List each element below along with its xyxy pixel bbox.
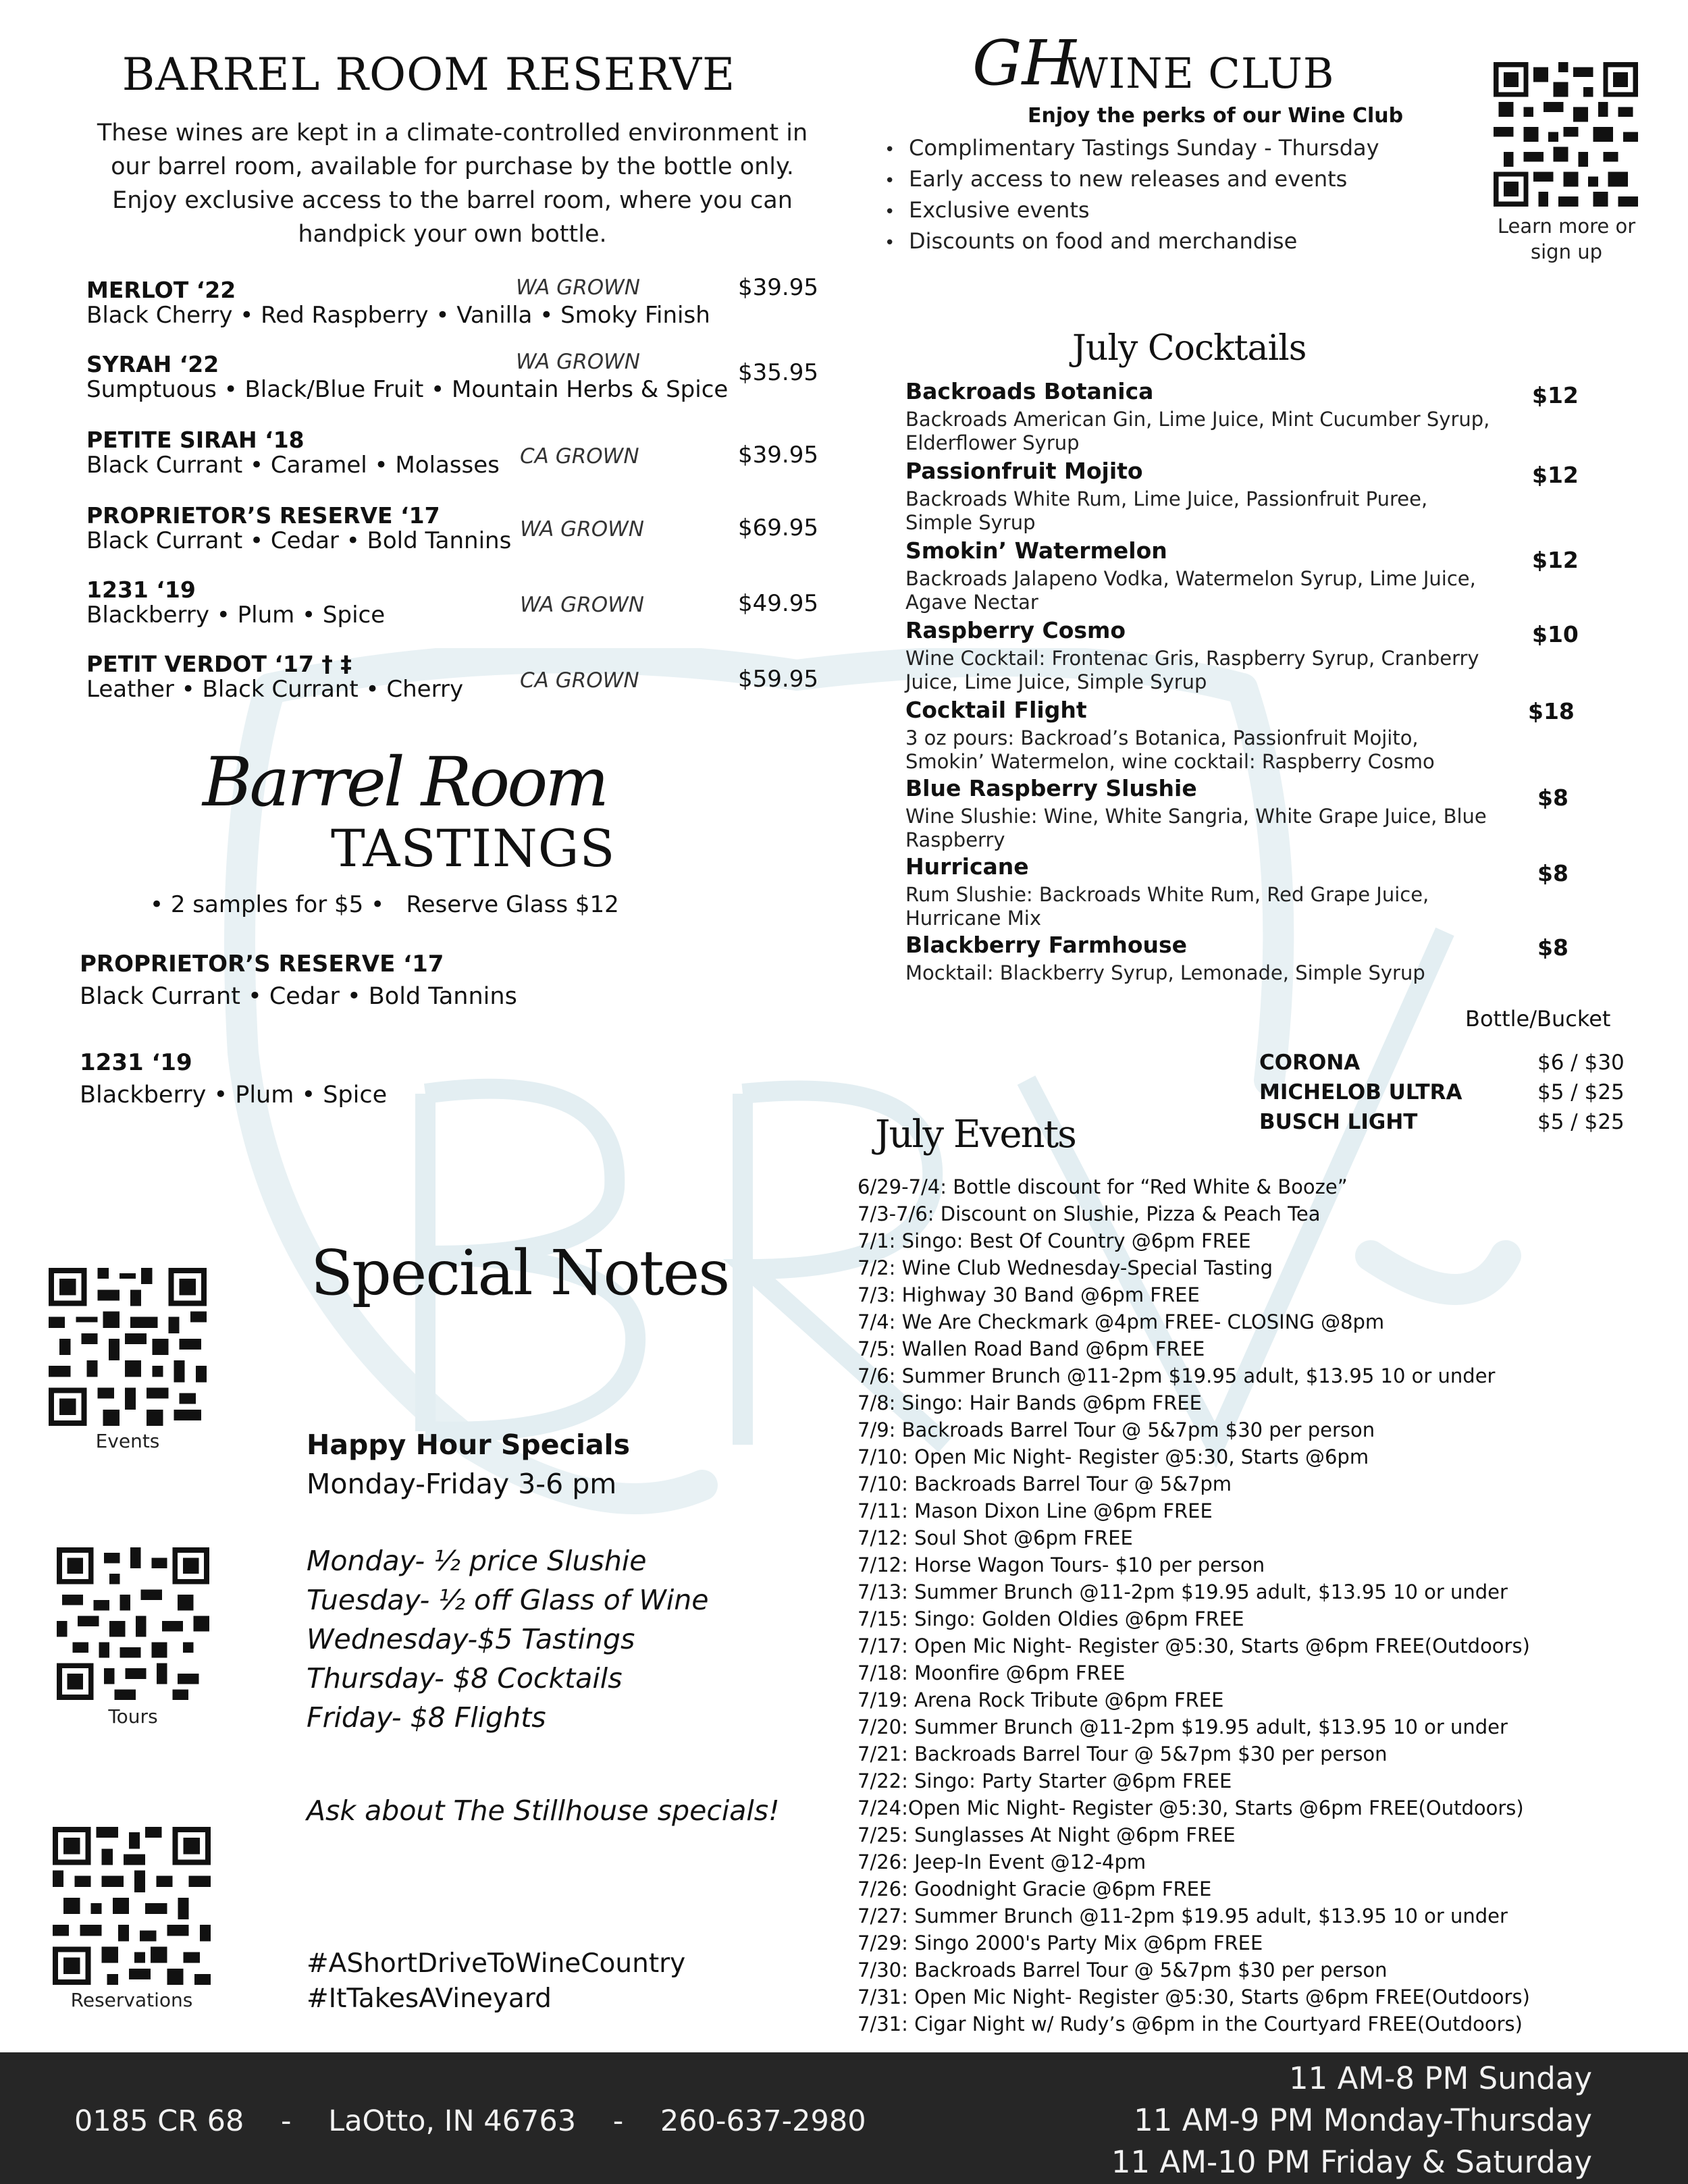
event-item: 7/11: Mason Dixon Line @6pm FREE <box>858 1499 1213 1522</box>
reservations-qr-code-icon[interactable] <box>53 1827 211 1985</box>
wine-price: $49.95 <box>738 590 818 617</box>
cocktail-price: $12 <box>1532 382 1579 408</box>
wine-name: SYRAH ‘22 <box>86 351 219 377</box>
wine-region: WA GROWN <box>520 517 644 541</box>
event-item: 7/30: Backroads Barrel Tour @ 5&7pm $30 per person <box>858 1959 1388 1981</box>
tasting-name: PROPRIETOR’S RESERVE ‘17 <box>80 951 444 978</box>
cocktails-title: July Cocktails <box>1072 328 1307 369</box>
cocktail-name: Passionfruit Mojito <box>905 458 1143 484</box>
wine-notes: Black Currant • Cedar • Bold Tannins <box>86 527 512 554</box>
hashtag: #AShortDriveToWineCountry <box>307 1948 686 1979</box>
wine-price: $39.95 <box>738 274 818 301</box>
cocktail-description: Wine Cocktail: Frontenac Gris, Raspberry Syrup, Cranberry Juice, Lime Juice, Simple Syrup <box>905 647 1479 693</box>
event-item: 7/26: Goodnight Gracie @6pm FREE <box>858 1877 1212 1900</box>
beer-name: BUSCH LIGHT <box>1259 1110 1418 1134</box>
cocktail-name: Backroads Botanica <box>905 378 1154 404</box>
wine-price: $59.95 <box>738 666 818 693</box>
wine-name: MERLOT ‘22 <box>86 277 236 303</box>
wine-club-title: WINE CLUB <box>1065 49 1335 98</box>
event-item: 7/24:Open Mic Night- Register @5:30, Starts @6pm FREE(Outdoors) <box>858 1796 1524 1819</box>
event-item: 7/2: Wine Club Wednesday-Special Tasting <box>858 1256 1273 1279</box>
event-item: 7/18: Moonfire @6pm FREE <box>858 1661 1126 1684</box>
wine-price: $35.95 <box>738 359 818 386</box>
wine-notes: Leather • Black Currant • Cherry <box>86 676 464 703</box>
hours-weekday: 11 AM-9 PM Monday-Thursday <box>1134 2102 1592 2138</box>
tastings-pricing: • 2 samples for $5 • Reserve Glass $12 <box>150 891 619 918</box>
barrel-room-reserve-title: BARREL ROOM RESERVE <box>122 49 736 101</box>
tasting-notes: Blackberry • Plum • Spice <box>80 1082 388 1109</box>
beer-price-header: Bottle/Bucket <box>1465 1006 1611 1032</box>
beer-price: $5 / $25 <box>1537 1080 1625 1104</box>
events-list <box>858 1173 1530 2037</box>
cocktail-price: $12 <box>1532 547 1579 573</box>
wine-price: $39.95 <box>738 442 818 469</box>
beer-price: $6 / $30 <box>1537 1050 1625 1075</box>
tours-qr-label: Tours <box>108 1705 158 1728</box>
wine-item <box>86 651 829 718</box>
hours-sunday: 11 AM-8 PM Sunday <box>1289 2060 1592 2096</box>
event-item: 7/9: Backroads Barrel Tour @ 5&7pm $30 per person <box>858 1418 1375 1441</box>
footer-address: 0185 CR 68 - LaOtto, IN 46763 - 260-637-2980 <box>74 2104 866 2138</box>
wine-item <box>86 427 829 494</box>
cocktail-name: Smokin’ Watermelon <box>905 537 1167 564</box>
happy-hour-day: Wednesday-$5 Tastings <box>307 1623 635 1655</box>
happy-hour-day: Thursday- $8 Cocktails <box>307 1662 623 1695</box>
event-item: 7/10: Backroads Barrel Tour @ 5&7pm <box>858 1472 1232 1495</box>
beer-price: $5 / $25 <box>1537 1110 1625 1134</box>
happy-hour-day: Monday- ½ price Slushie <box>307 1545 647 1577</box>
wine-item <box>86 351 829 419</box>
beer-name: MICHELOB ULTRA <box>1259 1080 1462 1104</box>
special-notes-title: Special Notes <box>311 1237 729 1309</box>
cocktail-price: $8 <box>1537 860 1568 886</box>
cocktail-price: $12 <box>1532 462 1579 488</box>
wine-club-signup-label: Learn more or sign up <box>1497 215 1636 263</box>
event-item: 7/26: Jeep-In Event @12-4pm <box>858 1850 1146 1873</box>
wine-club-logo: GH <box>972 27 1076 99</box>
event-item: 7/21: Backroads Barrel Tour @ 5&7pm $30 per person <box>858 1742 1388 1765</box>
cocktail-name: Hurricane <box>905 853 1029 880</box>
stillhouse-specials-note: Ask about The Stillhouse specials! <box>307 1794 780 1827</box>
wine-name: PETITE SIRAH ‘18 <box>86 427 305 453</box>
cocktail-name: Raspberry Cosmo <box>905 617 1126 643</box>
tasting-notes: Black Currant • Cedar • Bold Tannins <box>80 983 517 1010</box>
hashtag: #ItTakesAVineyard <box>307 1983 552 2014</box>
wine-name: 1231 ‘19 <box>86 577 196 603</box>
tasting-name: 1231 ‘19 <box>80 1049 192 1076</box>
happy-hour-title: Happy Hour Specials <box>307 1429 631 1461</box>
wine-notes: Black Currant • Caramel • Molasses <box>86 452 500 479</box>
event-item: 7/25: Sunglasses At Night @6pm FREE <box>858 1823 1236 1846</box>
wine-club-perk: • Exclusive events <box>885 197 1090 223</box>
event-item: 7/31: Open Mic Night- Register @5:30, Starts @6pm FREE(Outdoors) <box>858 1986 1530 2008</box>
hours-weekend: 11 AM-10 PM Friday & Saturday <box>1111 2144 1592 2180</box>
cocktail-price: $8 <box>1537 784 1568 811</box>
event-item: 7/6: Summer Brunch @11-2pm $19.95 adult, $13.95 10 or under <box>858 1364 1496 1387</box>
tastings-title: TASTINGS <box>331 818 616 878</box>
events-title: July Events <box>875 1113 1076 1156</box>
barrel-room-script-title: Barrel Room <box>203 743 607 822</box>
wine-region: WA GROWN <box>520 593 644 617</box>
wine-item <box>86 577 829 644</box>
event-item: 7/31: Cigar Night w/ Rudy’s @6pm in the Courtyard FREE(Outdoors) <box>858 2013 1523 2035</box>
event-item: 7/29: Singo 2000's Party Mix @6pm FREE <box>858 1932 1263 1954</box>
wine-club-perk: • Early access to new releases and events <box>885 166 1348 192</box>
event-item: 7/3: Highway 30 Band @6pm FREE <box>858 1283 1200 1306</box>
wine-notes: Sumptuous • Black/Blue Fruit • Mountain Herbs & Spice <box>86 376 729 403</box>
event-item: 7/3-7/6: Discount on Slushie, Pizza & Peach Tea <box>858 1202 1321 1225</box>
wine-region: WA GROWN <box>516 350 640 374</box>
cocktail-description: Backroads Jalapeno Vodka, Watermelon Syrup, Lime Juice, Agave Nectar <box>905 567 1476 614</box>
cocktail-price: $18 <box>1528 698 1575 724</box>
cocktail-name: Blackberry Farmhouse <box>905 932 1188 958</box>
happy-hour-day: Tuesday- ½ off Glass of Wine <box>307 1584 709 1616</box>
wine-item <box>86 274 829 344</box>
wine-club-perk: • Discounts on food and merchandise <box>885 228 1298 254</box>
event-item: 7/4: We Are Checkmark @4pm FREE- CLOSING @8pm <box>858 1310 1385 1333</box>
wine-region: CA GROWN <box>520 668 639 693</box>
wine-club-subtitle: Enjoy the perks of our Wine Club <box>1028 104 1404 128</box>
event-item: 7/15: Singo: Golden Oldies @6pm FREE <box>858 1607 1244 1630</box>
wine-notes: Blackberry • Plum • Spice <box>86 602 386 629</box>
wine-club-qr-code-icon[interactable] <box>1494 62 1638 207</box>
beer-name: CORONA <box>1259 1050 1361 1075</box>
event-item: 7/19: Arena Rock Tribute @6pm FREE <box>858 1688 1224 1711</box>
cocktail-name: Cocktail Flight <box>905 697 1087 723</box>
tours-qr-code-icon[interactable] <box>57 1547 209 1700</box>
event-item: 7/13: Summer Brunch @11-2pm $19.95 adult, $13.95 10 or under <box>858 1580 1508 1603</box>
event-item: 6/29-7/4: Bottle discount for “Red White & Booze” <box>858 1175 1348 1198</box>
happy-hour-day: Friday- $8 Flights <box>307 1701 546 1734</box>
event-item: 7/20: Summer Brunch @11-2pm $19.95 adult, $13.95 10 or under <box>858 1715 1508 1738</box>
reservations-qr-label: Reservations <box>70 1989 193 2011</box>
wine-region: CA GROWN <box>520 444 639 469</box>
cocktail-price: $8 <box>1537 934 1568 961</box>
wine-name: PETIT VERDOT ‘17 † ‡ <box>86 651 352 677</box>
wine-notes: Black Cherry • Red Raspberry • Vanilla • Smoky Finish <box>86 302 710 329</box>
event-item: 7/12: Soul Shot @6pm FREE <box>858 1526 1133 1549</box>
wine-club-perk: • Complimentary Tastings Sunday - Thursday <box>885 135 1379 161</box>
event-item: 7/5: Wallen Road Band @6pm FREE <box>858 1337 1205 1360</box>
cocktail-description: Mocktail: Blackberry Syrup, Lemonade, Simple Syrup <box>905 961 1425 984</box>
happy-hour-hours: Monday-Friday 3-6 pm <box>307 1468 617 1500</box>
wine-item <box>86 502 829 570</box>
event-item: 7/8: Singo: Hair Bands @6pm FREE <box>858 1391 1203 1414</box>
events-qr-code-icon[interactable] <box>49 1268 207 1426</box>
barrel-room-intro: These wines are kept in a climate-controlled environment in our barrel room, available for purchase by the bottle only. Enjoy exclusive access to the barrel room, where you can handpick your own bottle. <box>97 119 808 248</box>
cocktail-name: Blue Raspberry Slushie <box>905 775 1197 801</box>
cocktail-price: $10 <box>1532 621 1579 647</box>
event-item: 7/22: Singo: Party Starter @6pm FREE <box>858 1769 1232 1792</box>
event-item: 7/10: Open Mic Night- Register @5:30, Starts @6pm <box>858 1445 1369 1468</box>
cocktail-description: Backroads American Gin, Lime Juice, Mint Cucumber Syrup, Elderflower Syrup <box>905 408 1490 454</box>
event-item: 7/1: Singo: Best Of Country @6pm FREE <box>858 1229 1251 1252</box>
event-item: 7/12: Horse Wagon Tours- $10 per person <box>858 1553 1265 1576</box>
event-item: 7/17: Open Mic Night- Register @5:30, Starts @6pm FREE(Outdoors) <box>858 1634 1530 1657</box>
cocktail-description: Backroads White Rum, Lime Juice, Passionfruit Puree, Simple Syrup <box>905 487 1428 534</box>
cocktail-description: 3 oz pours: Backroad’s Botanica, Passionfruit Mojito, Smokin’ Watermelon, wine cocktail: Raspberry Cosmo <box>905 726 1435 773</box>
wine-price: $69.95 <box>738 514 818 541</box>
wine-region: WA GROWN <box>516 275 640 300</box>
wine-name: PROPRIETOR’S RESERVE ‘17 <box>86 502 440 529</box>
cocktail-description: Rum Slushie: Backroads White Rum, Red Grape Juice, Hurricane Mix <box>905 883 1429 930</box>
cocktail-description: Wine Slushie: Wine, White Sangria, White Grape Juice, Blue Raspberry <box>905 805 1487 851</box>
events-qr-label: Events <box>95 1430 160 1452</box>
event-item: 7/27: Summer Brunch @11-2pm $19.95 adult, $13.95 10 or under <box>858 1905 1508 1927</box>
